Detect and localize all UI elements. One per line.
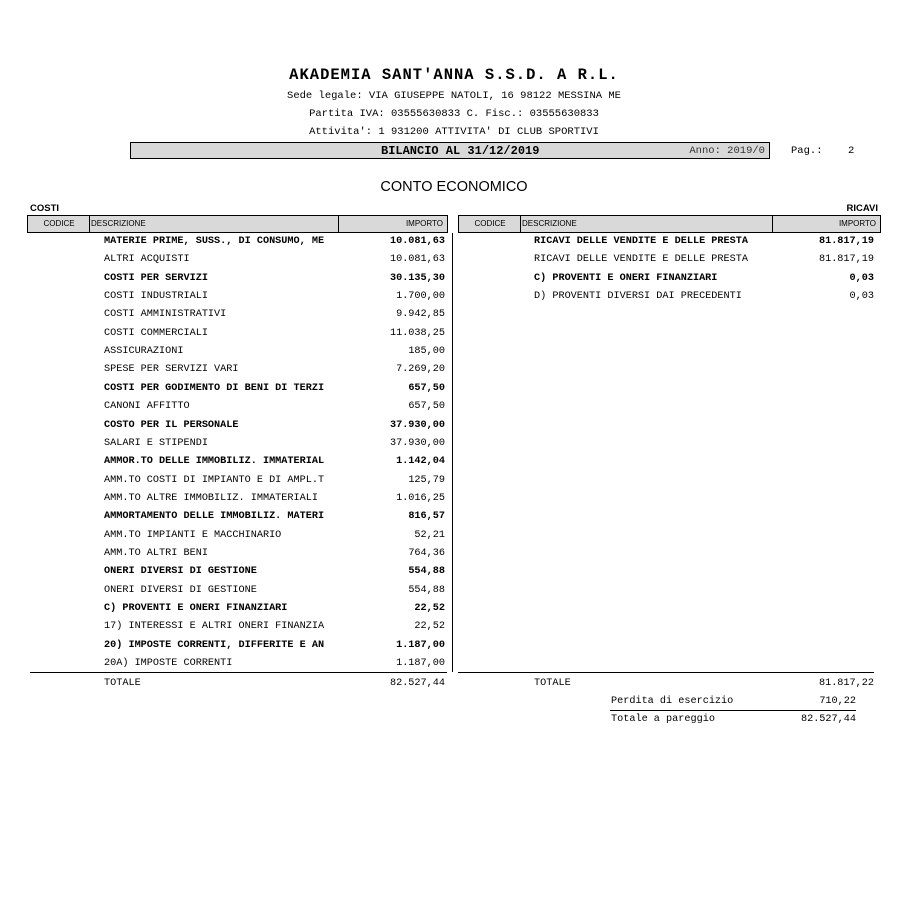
loss-value: 710,22 [819, 696, 856, 707]
row-description: C) PROVENTI E ONERI FINANZIARI [104, 603, 288, 614]
row-amount: 11.038,25 [389, 327, 445, 339]
row-description: AMM.TO IMPIANTI E MACCHINARIO [104, 529, 282, 541]
row-description: AMM.TO ALTRE IMMOBILIZ. IMMATERIALI [104, 492, 318, 504]
table-row [0, 566, 908, 584]
row-description: 20A) IMPOSTE CORRENTI [104, 658, 233, 670]
table-row [0, 420, 908, 438]
table-row [0, 475, 908, 493]
row-description: AMMORTAMENTO DELLE IMMOBILIZ. MATERI [104, 511, 325, 523]
costs-total-rule [30, 672, 447, 673]
table-row [0, 236, 908, 254]
costs-total-value: 82.527,44 [389, 678, 445, 689]
row-amount: 816,57 [408, 511, 445, 523]
report-title: BILANCIO AL 31/12/2019 [381, 144, 540, 158]
row-amount: 554,88 [408, 584, 445, 596]
row-amount: 81.817,19 [818, 254, 874, 266]
row-amount: 0,03 [849, 291, 874, 303]
row-description: SALARI E STIPENDI [104, 437, 208, 449]
table-row [0, 309, 908, 327]
page-label: Pag.: [791, 145, 823, 157]
row-amount: 10.081,63 [389, 236, 445, 247]
row-amount: 1.016,25 [396, 492, 445, 504]
table-row [0, 493, 908, 511]
table-row [0, 401, 908, 419]
costs-label: COSTI [30, 203, 60, 214]
page-number: 2 [848, 145, 855, 157]
row-description: COSTI PER GODIMENTO DI BENI DI TERZI [104, 382, 325, 394]
row-amount: 657,50 [408, 401, 445, 413]
loss-rule [610, 710, 856, 711]
amount-header: IMPORTO [838, 219, 876, 228]
table-row [0, 438, 908, 456]
revenues-total-label: TOTALE [534, 678, 571, 689]
table-row [0, 328, 908, 346]
report-title-bar [130, 142, 770, 159]
row-description: ASSICURAZIONI [104, 346, 184, 358]
row-description: COSTO PER IL PERSONALE [104, 419, 239, 431]
row-description: 20) IMPOSTE CORRENTI, DIFFERITE E AN [104, 639, 325, 651]
column-divider [520, 216, 521, 232]
code-header: CODICE [43, 219, 75, 228]
row-amount: 554,88 [408, 566, 445, 578]
revenues-label: RICAVI [846, 203, 878, 214]
table-row [0, 383, 908, 401]
table-row [0, 603, 908, 621]
description-header: DESCRIZIONE [522, 219, 577, 228]
row-amount: 1.700,00 [396, 291, 445, 303]
table-row [0, 456, 908, 474]
row-description: SPESE PER SERVIZI VARI [104, 364, 239, 376]
row-amount: 125,79 [408, 474, 445, 486]
row-amount: 764,36 [408, 547, 445, 559]
row-description: ALTRI ACQUISTI [104, 254, 190, 266]
row-amount: 37.930,00 [389, 437, 445, 449]
business-activity: Attivita': 1 931200 ATTIVITA' DI CLUB SPORTIVI [309, 126, 599, 138]
revenues-total-value: 81.817,22 [818, 678, 874, 689]
row-description: ONERI DIVERSI DI GESTIONE [104, 584, 257, 596]
table-row [0, 621, 908, 639]
row-amount: 22,52 [414, 621, 445, 633]
row-description: COSTI AMMINISTRATIVI [104, 309, 227, 321]
table-row [0, 530, 908, 548]
row-amount: 9.942,85 [396, 309, 445, 321]
table-row [0, 658, 908, 676]
table-row [0, 254, 908, 272]
table-row [0, 346, 908, 364]
balance-total-label: Totale a pareggio [611, 714, 715, 725]
fiscal-year: Anno: 2019/0 [689, 145, 765, 157]
row-description: MATERIE PRIME, SUSS., DI CONSUMO, ME [104, 236, 325, 247]
revenues-column-header [458, 215, 881, 233]
registered-office: Sede legale: VIA GIUSEPPE NATOLI, 16 98122 MESSINA ME [287, 90, 621, 102]
row-description: RICAVI DELLE VENDITE E DELLE PRESTA [534, 236, 748, 247]
row-amount: 22,52 [414, 603, 445, 614]
table-row [0, 548, 908, 566]
costs-column-header [27, 215, 448, 233]
code-header: CODICE [474, 219, 506, 228]
company-name: AKADEMIA SANT'ANNA S.S.D. A R.L. [289, 66, 619, 84]
row-description: CANONI AFFITTO [104, 401, 190, 413]
balance-total-value: 82.527,44 [800, 714, 856, 725]
row-amount: 37.930,00 [389, 419, 445, 431]
row-description: D) PROVENTI DIVERSI DAI PRECEDENTI [534, 291, 742, 303]
table-row [0, 585, 908, 603]
column-divider [89, 216, 90, 232]
table-row [0, 291, 908, 309]
row-description: COSTI INDUSTRIALI [104, 291, 208, 303]
row-description: C) PROVENTI E ONERI FINANZIARI [534, 272, 718, 284]
row-amount: 30.135,30 [389, 272, 445, 284]
vat-number: Partita IVA: 03555630833 C. Fisc.: 03555630833 [309, 108, 599, 120]
row-amount: 7.269,20 [396, 364, 445, 376]
row-amount: 1.187,00 [396, 658, 445, 670]
revenues-total-rule [458, 672, 874, 673]
table-row [0, 640, 908, 658]
amount-header: IMPORTO [405, 219, 443, 228]
costs-total-label: TOTALE [104, 678, 141, 689]
row-amount: 657,50 [408, 382, 445, 394]
row-description: ONERI DIVERSI DI GESTIONE [104, 566, 257, 578]
row-description: COSTI COMMERCIALI [104, 327, 208, 339]
section-title: CONTO ECONOMICO [380, 179, 528, 195]
row-amount: 1.187,00 [396, 639, 445, 651]
row-amount: 10.081,63 [389, 254, 445, 266]
row-description: AMMOR.TO DELLE IMMOBILIZ. IMMATERIAL [104, 456, 325, 468]
table-row [0, 511, 908, 529]
row-description: COSTI PER SERVIZI [104, 272, 208, 284]
row-description: AMM.TO COSTI DI IMPIANTO E DI AMPL.T [104, 474, 325, 486]
row-amount: 52,21 [414, 529, 445, 541]
column-divider [772, 216, 773, 232]
row-description: AMM.TO ALTRI BENI [104, 547, 208, 559]
row-amount: 0,03 [849, 272, 874, 284]
row-amount: 185,00 [408, 346, 445, 358]
table-row [0, 273, 908, 291]
center-divider [452, 233, 453, 672]
loss-label: Perdita di esercizio [611, 696, 734, 707]
row-amount: 1.142,04 [396, 456, 445, 468]
row-amount: 81.817,19 [818, 236, 874, 247]
table-row [0, 364, 908, 382]
row-description: 17) INTERESSI E ALTRI ONERI FINANZIA [104, 621, 325, 633]
description-header: DESCRIZIONE [91, 219, 146, 228]
row-description: RICAVI DELLE VENDITE E DELLE PRESTA [534, 254, 748, 266]
column-divider [338, 216, 339, 232]
